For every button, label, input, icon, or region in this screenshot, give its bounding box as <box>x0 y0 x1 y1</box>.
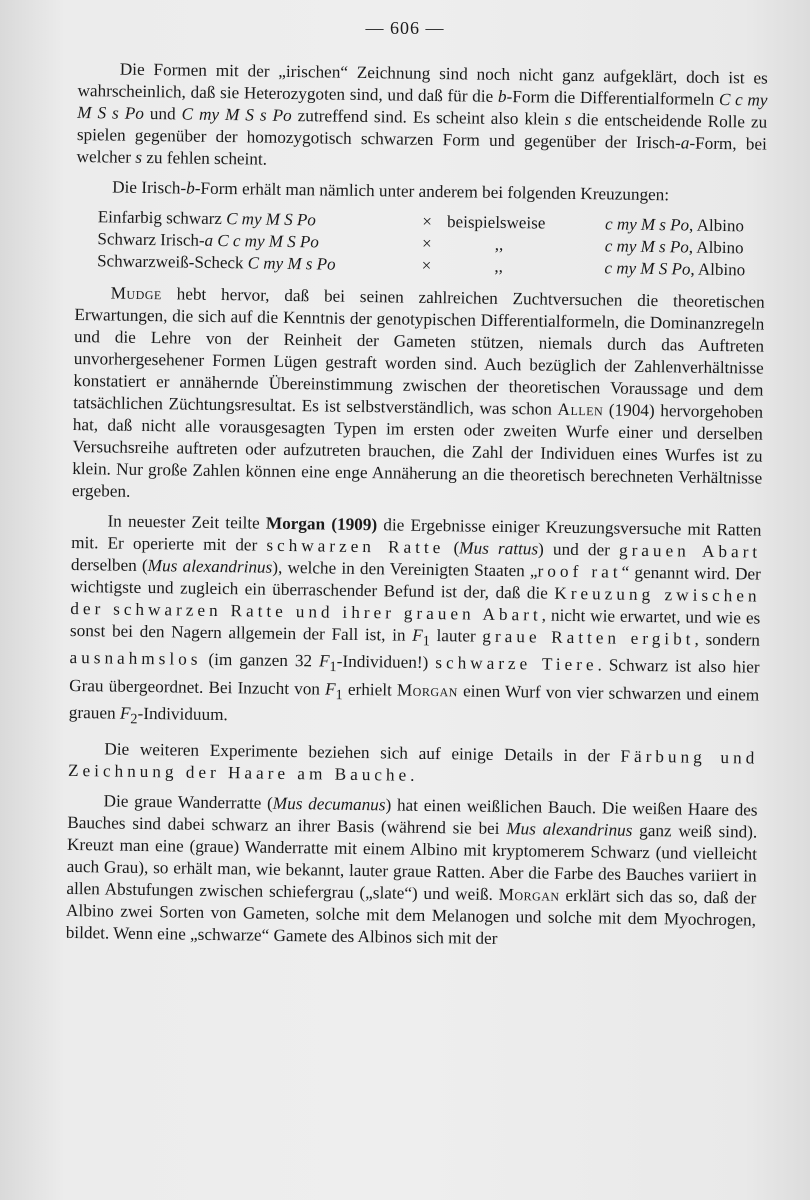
text-run: Die graue Wanderratte ( <box>103 791 273 813</box>
generation-index: 1 <box>422 633 430 650</box>
albino-label: , Albino <box>690 259 746 280</box>
text-run: erklärt sich das so, daß der Albino zwei Sorten von Gameten, solche mit dem Melanogen und solche mit dem Myochrogen, bildet. Wenn eine „schwarze“ Gamete des Albinos sich mit der <box>65 885 757 948</box>
formula: s <box>564 109 572 129</box>
text-run: -Individuum. <box>137 704 228 725</box>
text-run: ) und der <box>537 539 620 560</box>
text-run: -Form die Differentialformeln <box>506 86 720 109</box>
author-name: Morgan <box>396 680 459 701</box>
generation-index: 1 <box>335 686 343 704</box>
albino-cell <box>605 213 788 238</box>
text-run: derselben ( <box>70 554 148 576</box>
species-name: Mus rattus <box>459 538 539 559</box>
text-run: -Form, bei welcher <box>76 133 767 167</box>
formula: C my M S s Po <box>181 104 292 125</box>
parent-text: Schwarzweiß-Scheck <box>97 251 248 273</box>
text-run: lauter <box>429 625 483 646</box>
text-run: , sondern <box>694 629 761 650</box>
text-run: einen Wurf von vier schwarzen und einem grauen <box>68 681 760 723</box>
text-run: “ genannt wird. Der wichtigste und zugleich ein überraschender Befund ist der, daß die <box>70 562 761 603</box>
parent-formula: a C c my M S Po <box>204 230 320 252</box>
text-run: ) hat einen weißlichen Bauch. Die weißen Haare des Bauches sind dabei schwarz an ihrer Basis (während sie bei <box>67 795 758 838</box>
formula: b <box>186 178 195 198</box>
cross-sign: × <box>421 233 432 253</box>
formula: b <box>497 86 507 106</box>
text-run: die entscheidende Rolle zu spielen gegenüber der homozygotisch schwarzen Form und gegenüber der Irisch- <box>76 109 768 153</box>
author-citation: Morgan (1909) <box>265 513 378 535</box>
ditto-mark: ,, <box>494 256 504 276</box>
spaced-emphasis: Kreuzung zwischen der schwarzen Ratte und ihrer grauen Abart <box>70 583 761 625</box>
text-run: hebt hervor, daß bei seinen zahlreichen Zuchtversuchen die theoretischen Erwartungen, die sich auf die Kenntnis der genotypischen Differentialformeln, die Dominanzregeln und die Lehre von der Reinheit der Gameten stützen, niemals durch das Auftreten unvorhergesehener Formen Lügen gestraft worden sind. Auch bezüglich der Zahlenverhältnisse konstatiert er annähernde Übereinstimmung zwischen der theoretischen Voraussage und dem tatsächlichen Züchtungsresultat. Es ist selbstverständlich, was schon <box>73 284 765 419</box>
formula: a <box>680 133 690 153</box>
paragraph-irish-forms <box>76 58 767 178</box>
albino-formula: c my M S Po <box>604 258 691 279</box>
text-run: ), welche in den Vereinigten Staaten „ <box>272 557 538 581</box>
formula: C c my M S s Po <box>77 89 768 123</box>
parent-formula: C my M S Po <box>226 209 317 230</box>
author-name: Morgan <box>498 884 560 905</box>
ditto-mark: ,, <box>494 234 504 254</box>
cross-sign: × <box>421 255 432 275</box>
cross-sign: × <box>422 211 433 231</box>
generation-index: 1 <box>329 659 337 676</box>
text-run: die Ergebnisse einiger Kreuzungsversuche mit Ratten mit. Er operierte mit der <box>71 515 762 555</box>
albino-formula: c my M s Po <box>604 236 689 257</box>
text-run: zu fehlen scheint. <box>141 147 268 169</box>
text-run: (1904) hervorgehoben hat, daß nicht alle vorausgesagten Typen im ersten oder zweiten Wurfe einer und derselben Versuchsreihe auftreten oder aufzutreten brauchen, die Zahl der Individuen eines Wurfes ist zu klein. Nur große Zahlen können eine enge Annäherung an die theoretisch berechneten Verhältnisse ergeben. <box>71 400 764 501</box>
spaced-emphasis: schwarzen Ratte <box>266 535 445 558</box>
text-run: -Form erhält man nämlich unter anderem bei folgenden Kreuzungen: <box>194 178 670 205</box>
text-run: . Schwarz ist also hier Grau übergeordnet. Bei Inzucht von <box>69 655 760 699</box>
text-run: Die weiteren Experimente beziehen sich auf einige Details in der <box>104 739 621 766</box>
spaced-emphasis: graue Ratten ergibt <box>482 626 695 649</box>
generation-symbol: F <box>324 679 336 699</box>
paragraph-further-experiments <box>68 738 759 792</box>
text-run: erhielt <box>342 679 398 700</box>
parent-cell <box>97 250 407 276</box>
generation-symbol: F <box>318 651 330 672</box>
text-run: (im ganzen 32 <box>201 650 320 671</box>
body-text <box>66 58 768 961</box>
author-name: Allen <box>557 399 604 420</box>
paragraph-crossings-intro <box>76 176 766 208</box>
text-run: und <box>143 103 182 124</box>
species-name: Mus alexandrinus <box>147 556 273 577</box>
text-run: -Individuen!) <box>336 652 436 673</box>
text-run: , nicht wie erwartet, und wie es sonst bei den Nagern allgemein der Fall ist, in <box>69 605 761 645</box>
generation-index: 2 <box>130 711 138 728</box>
spaced-emphasis: Färbung und Zeichnung der Haare am Bauche <box>67 746 759 785</box>
text-run: Die Irisch- <box>112 177 187 198</box>
text-run: Die Formen mit der „irischen“ Zeichnung sind noch nicht ganz aufgeklärt, doch ist es wahrscheinlich, daß sie Heterozygoten sind, und daß für die <box>77 59 768 106</box>
spaced-emphasis: grauen Abart <box>618 540 762 562</box>
generation-symbol: F <box>119 703 131 724</box>
albino-cell <box>605 235 788 260</box>
text-run: zutreffend sind. Es scheint also klein <box>291 105 565 129</box>
albino-label: , Albino <box>689 215 745 236</box>
formula: s <box>135 147 143 167</box>
albino-formula: c my M s Po <box>604 214 690 235</box>
text-run: In neuester Zeit teilte <box>107 511 267 533</box>
text-run: ( <box>444 538 460 558</box>
albino-label: , Albino <box>688 237 744 258</box>
text-run: ganz weiß sind). Kreuzt man eine (graue) Wanderratte mit einem Albino mit kryptomerem Schwarz (und vielleicht auch Grau), so erhält man, wie bekannt, lauter graue Ratten. Aber die Farbe des Bauches variiert in allen Abstufungen zwischen schiefergrau („slate“) und weiß. <box>66 820 758 904</box>
paragraph-mudge <box>72 282 765 512</box>
spaced-emphasis: schwarze Tiere <box>435 653 598 675</box>
parent-text: Einfarbig schwarz <box>97 207 227 229</box>
generation-symbol: F <box>412 625 423 645</box>
parent-formula: C my M s Po <box>247 253 336 274</box>
paragraph-morgan <box>69 510 762 739</box>
species-name: Mus decumanus <box>272 793 386 815</box>
species-name: Mus alexandrinus <box>506 818 633 840</box>
parent-text: Schwarz Irisch- <box>97 229 205 250</box>
spaced-emphasis: roof rat <box>537 561 622 582</box>
crossings-table <box>97 206 788 282</box>
albino-cell <box>604 257 787 282</box>
page-number: — 606 — <box>365 18 445 38</box>
spaced-emphasis: ausnahmslos <box>69 648 202 670</box>
author-name: Mudge <box>110 283 162 304</box>
cross-label: beispielsweise <box>446 212 546 233</box>
paragraph-wanderratte <box>66 790 758 954</box>
text-run: . <box>410 765 415 785</box>
